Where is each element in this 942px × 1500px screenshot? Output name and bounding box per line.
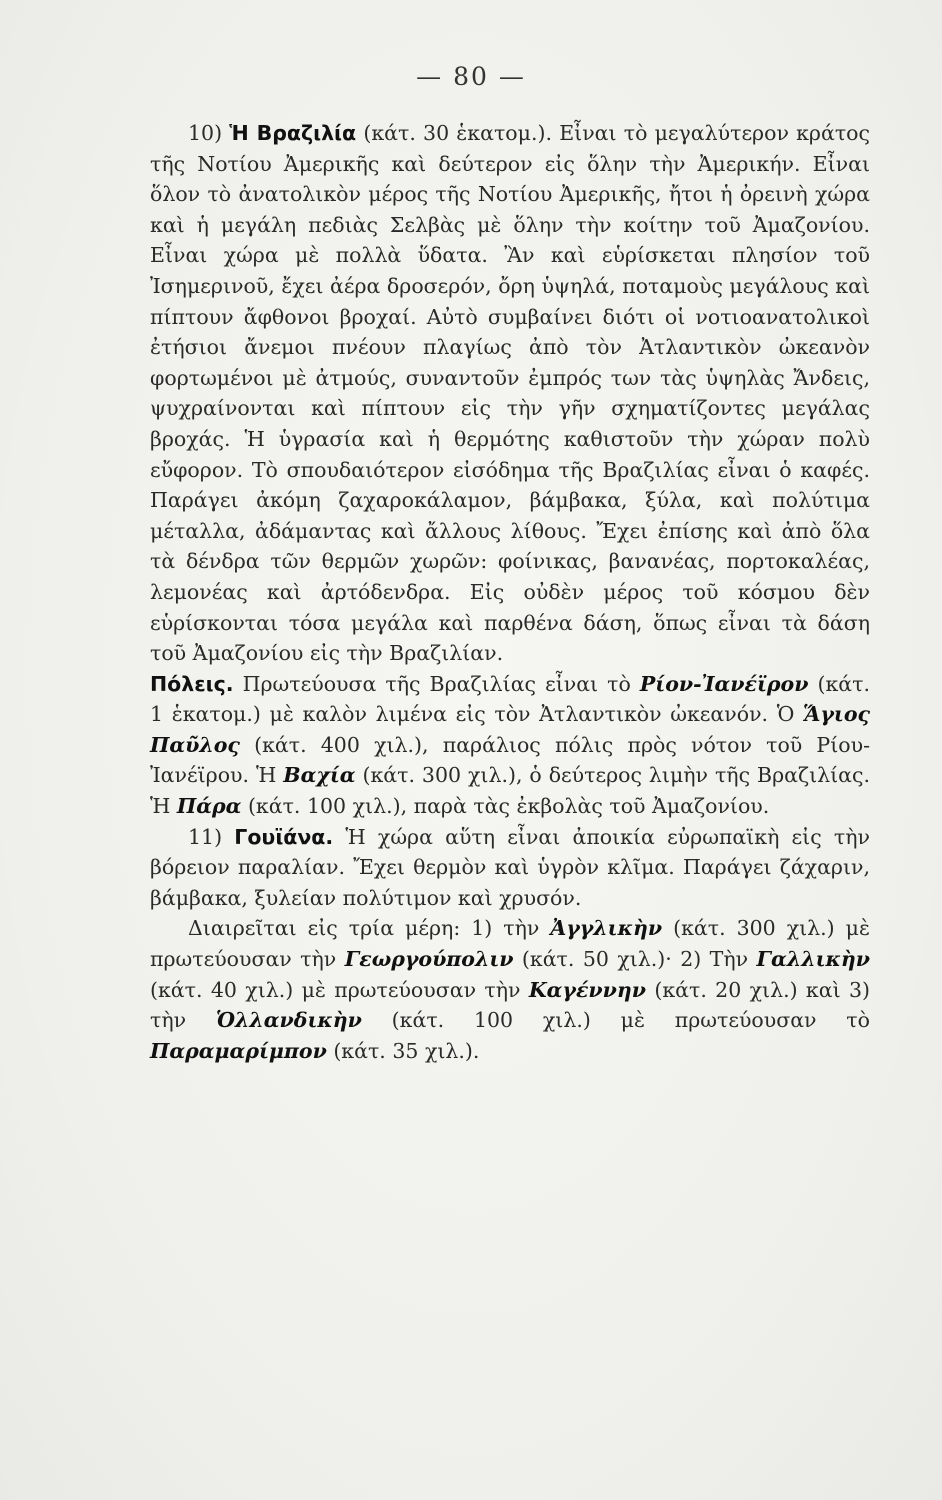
division-text-5: (κάτ. 20 χιλ.) καὶ 3) τὴν xyxy=(150,977,870,1033)
city-rio: Ρίον-Ἰανέϊρον xyxy=(639,671,809,696)
colony-french: Γαλλικὴν xyxy=(756,947,870,972)
colony-dutch: Ὁλλανδικὴν xyxy=(215,1008,362,1033)
brazil-text: (κάτ. 30 ἑκατομ.). Εἶναι τὸ μεγαλύτερον κράτος τῆς Νοτίου Ἀμερικῆς καὶ δεύτερον εἰς ὅλην τὴν Ἀμερικήν. Εἶναι ὅλον τὸ ἀνατολικὸν μέρος τῆς Νοτίου Ἀμερικῆς, ἤτοι ἡ ὀρεινὴ χώρα καὶ ἡ μεγάλη πεδιὰς Σελβὰς μὲ ὅλην τὴν κοίτην τοῦ Ἀμαζονίου. Εἶναι χώρα μὲ πολλὰ ὕδατα. Ἂν καὶ εὑρίσκεται πλησίον τοῦ Ἰσημερινοῦ, ἔχει ἀέρα δροσερόν, ὄρη ὑψηλά, ποταμοὺς μεγάλους καὶ πίπτουν ἄφθονοι βροχαί. Αὐτὸ συμβαίνει διότι οἱ νοτιοανατολικοὶ ἐτήσιοι ἄνεμοι πνέουν πλαγίως ἀπὸ τὸν Ἀτλαντικὸν ὠκεανὸν φορτωμένοι μὲ ἀτμούς, συναντοῦν ἐμπρός των τὰς ὑψηλὰς Ἄνδεις, ψυχραίνονται καὶ πίπτουν εἰς τὴν γῆν σχηματίζοντες μεγάλας βροχάς. Ἡ ὑγρασία καὶ ἡ θερμότης καθιστοῦν τὴν χώραν πολὺ εὔφορον. Τὸ σπουδαιότερον εἰσόδημα τῆς Βραζιλίας εἶναι ὁ καφές. Παράγει ἀκόμη ζαχαροκάλαμον, βάμβακα, ξύλα, καὶ πολύτιμα μέταλλα, ἀδάμαντας καὶ ἄλλους λίθους. Ἔχει ἐπίσης καὶ ἀπὸ ὅλα τὰ δένδρα τῶν θερμῶν χωρῶν: φοίνικας, βανανέας, πορτοκαλέας, λεμονέας καὶ ἀρτόδενδρα. Εἰς οὐδὲν μέρος τοῦ κόσμου δὲν εὑρίσκονται τόσα μεγάλα καὶ παρθένα δάση, ὅπως εἶναι τὰ δάση τοῦ Ἀμαζονίου εἰς τὴν Βραζιλίαν. xyxy=(150,121,870,666)
city-para: Πάρα xyxy=(176,794,242,819)
city-cayenne: Καγέννην xyxy=(528,977,646,1002)
section-number-brazil: 10) xyxy=(188,121,230,145)
heading-brazil: Ἡ Βραζιλία xyxy=(229,121,357,145)
division-text-4: (κάτ. 40 χιλ.) μὲ πρωτεύουσαν τὴν xyxy=(150,977,529,1002)
section-number-guiana: 11) xyxy=(188,824,235,849)
city-sao-paulo: Ἅγιος Παῦλος xyxy=(150,702,870,757)
heading-cities: Πόλεις. xyxy=(150,671,234,696)
heading-guiana: Γουϊάνα. xyxy=(234,824,334,849)
guiana-text: Ἡ χώρα αὕτη εἶναι ἀποικία εὐρωπαϊκὴ εἰς τὴν βόρειον παραλίαν. Ἔχει θερμὸν καὶ ὑγρὸν κλῖμα. Παράγει ζάχαριν, βάμβακα, ξυλείαν πολύτιμον καὶ χρυσόν. xyxy=(150,824,870,910)
city-paramaribo: Παραμαρίμπον xyxy=(150,1038,327,1063)
cities-text-5: (κάτ. 100 χιλ.), παρὰ τὰς ἐκβολὰς τοῦ Ἀμαζονίου. xyxy=(241,794,770,819)
division-text-6: (κάτ. 100 χιλ.) μὲ πρωτεύουσαν τὸ xyxy=(361,1008,870,1033)
paragraph-cities xyxy=(150,669,870,822)
cities-text-2: (κάτ. 1 ἑκατομ.) μὲ καλὸν λιμένα εἰς τὸν Ἀτλαντικὸν ὠκεανόν. Ὁ xyxy=(150,671,871,727)
cities-text-4: (κάτ. 300 χιλ.), ὁ δεύτερος λιμὴν τῆς Βραζιλίας. Ἡ xyxy=(150,763,870,819)
colony-english: Ἀγγλικὴν xyxy=(550,916,663,941)
page-number: — 80 — xyxy=(416,62,526,91)
paragraph-brazil xyxy=(150,118,870,669)
division-text-7: (κάτ. 35 χιλ.). xyxy=(326,1038,480,1063)
division-text-3: (κάτ. 50 χιλ.)· 2) Τὴν xyxy=(513,947,757,972)
cities-text-3: (κάτ. 400 χιλ.), παράλιος πόλις πρὸς νότον τοῦ Ρίου-Ἰανέϊρου. Ἡ xyxy=(150,732,870,788)
paragraph-division xyxy=(150,913,870,1066)
division-text-1: Διαιρεῖται εἰς τρία μέρη: 1) τὴν xyxy=(188,916,551,941)
city-georgetown: Γεωργούπολιν xyxy=(344,947,514,972)
paragraph-guiana xyxy=(150,822,870,914)
text-body xyxy=(150,118,870,1066)
city-bahia: Βαχία xyxy=(283,763,356,788)
division-text-2: (κάτ. 300 χιλ.) μὲ πρωτεύουσαν τὴν xyxy=(150,916,870,972)
cities-text-1: Πρωτεύουσα τῆς Βραζιλίας εἶναι τὸ xyxy=(233,671,640,696)
